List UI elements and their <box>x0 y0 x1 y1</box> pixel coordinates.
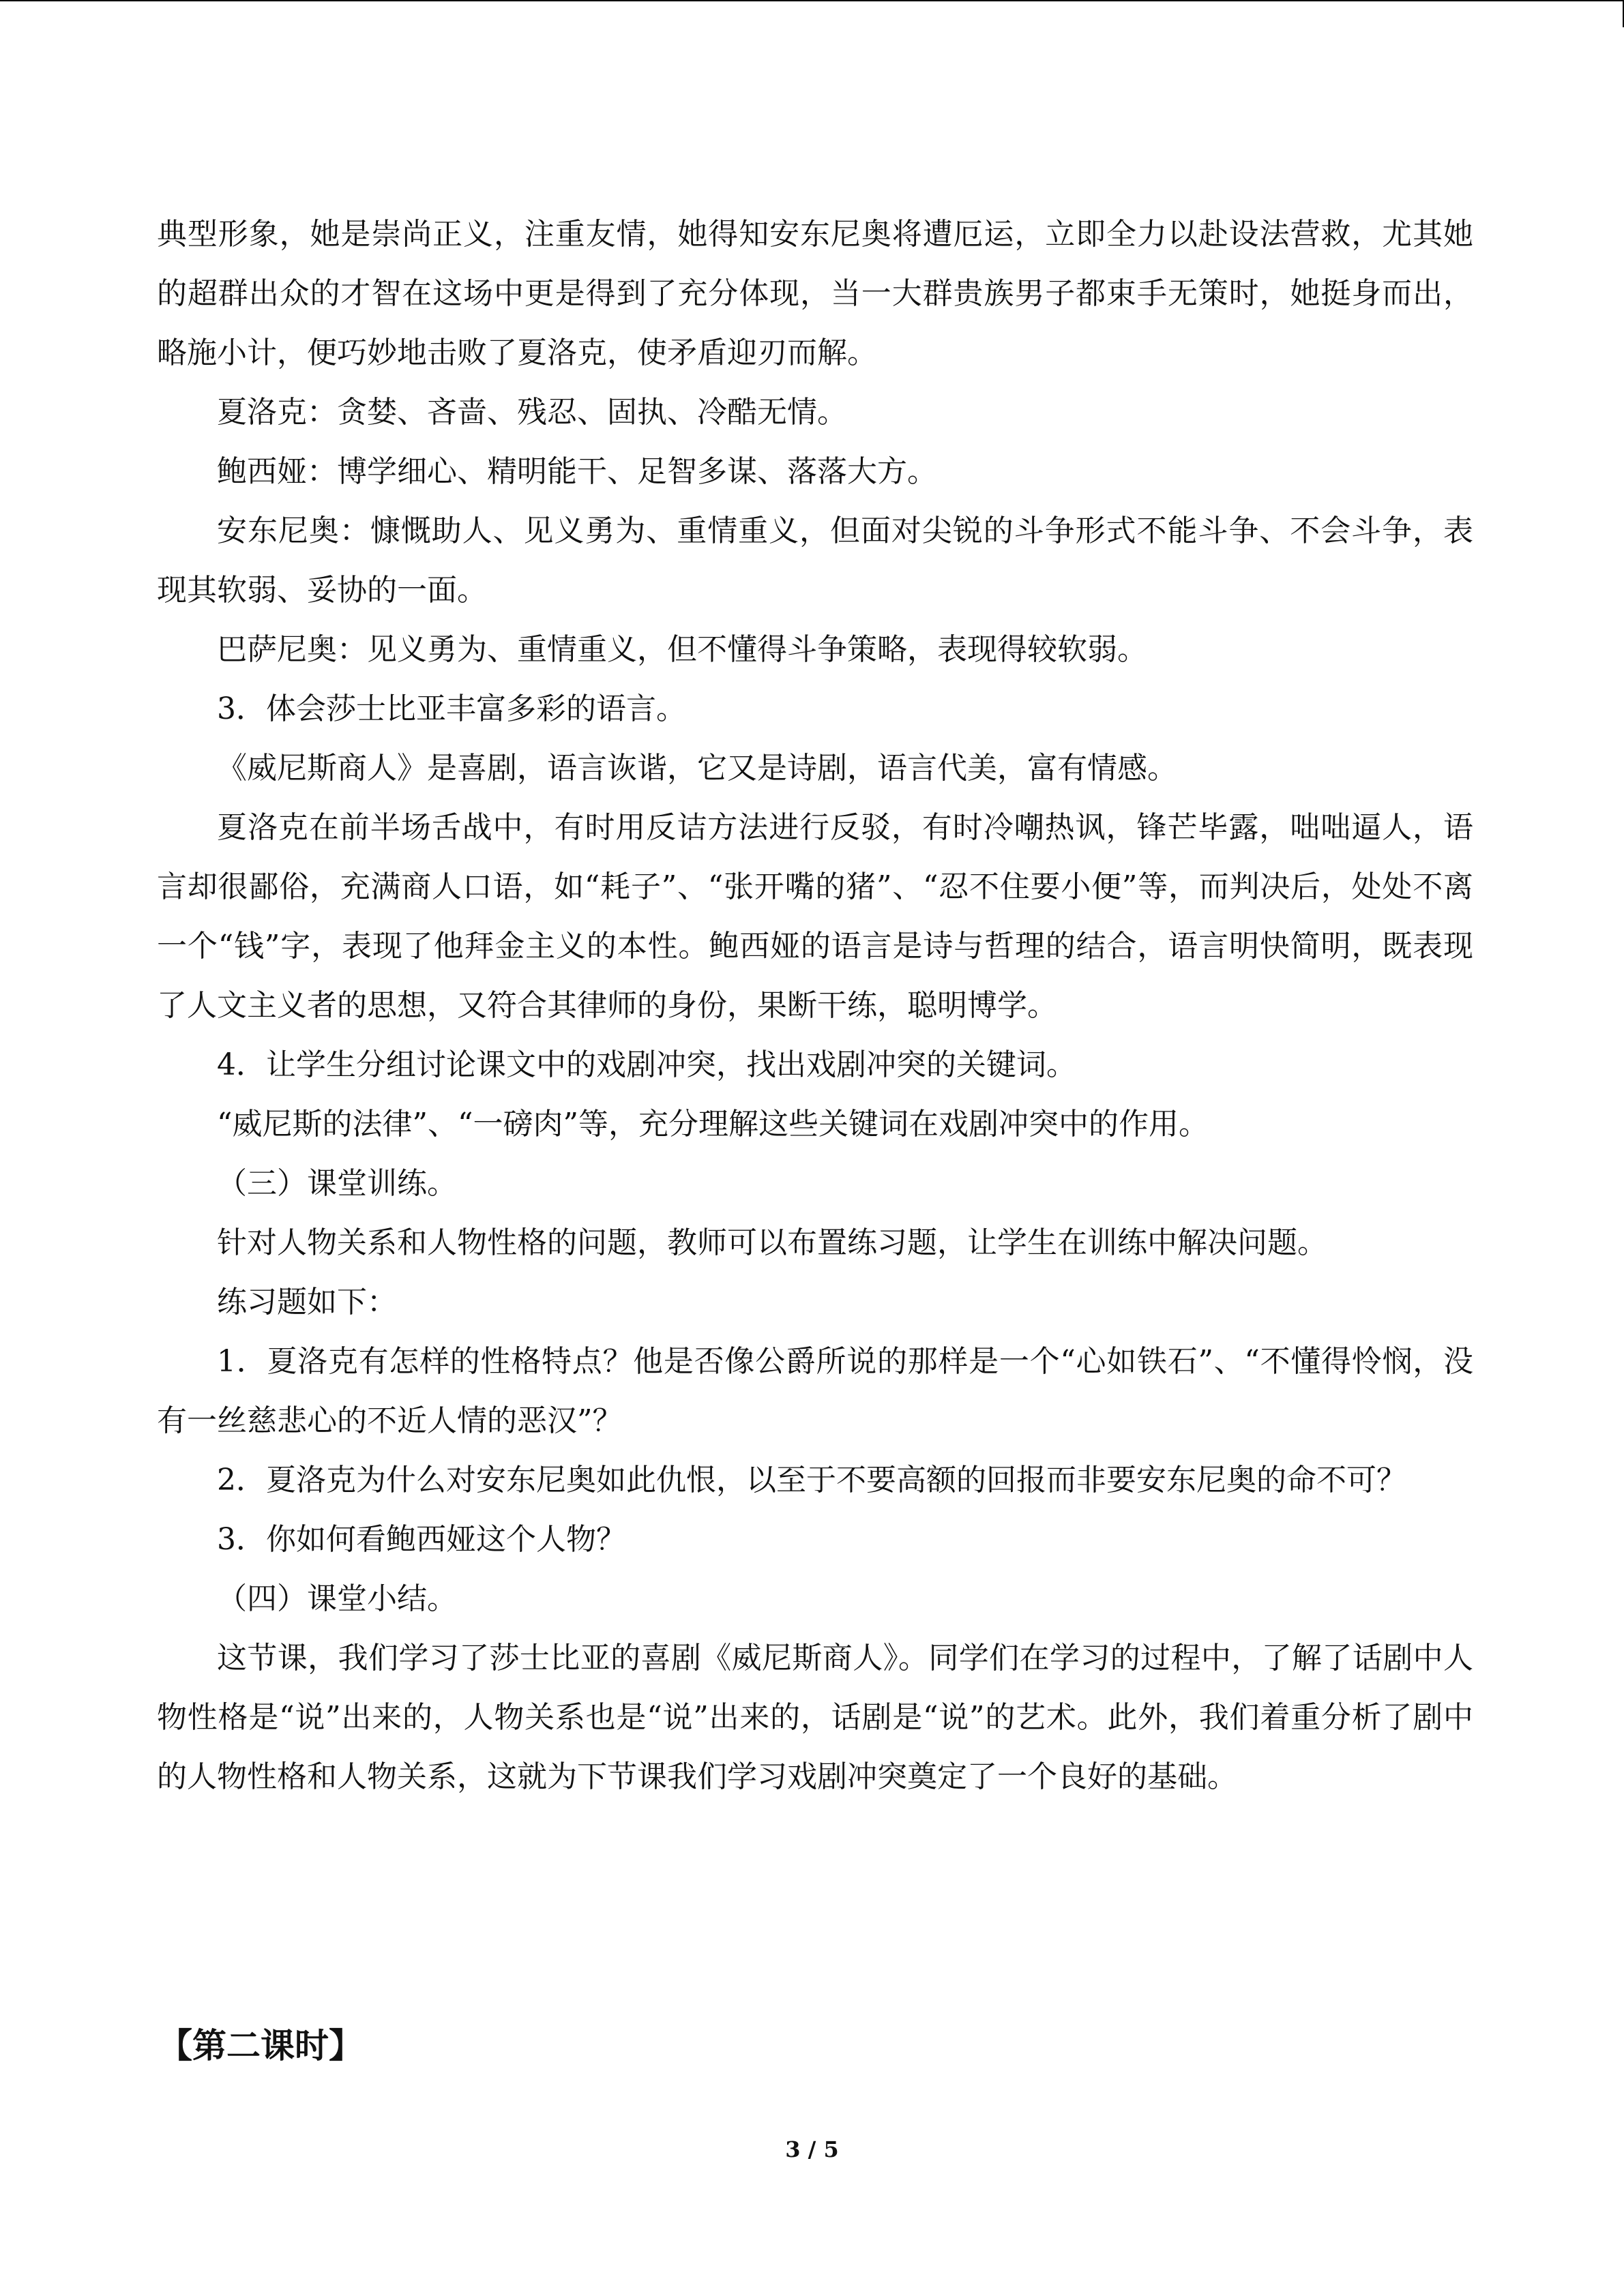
paragraph-bassanio-traits: 巴萨尼奥：见义勇为、重情重义，但不懂得斗争策略，表现得较软弱。 <box>217 632 1147 667</box>
document-body <box>157 205 1473 1806</box>
paragraph-exercise-1: 1．夏洛克有怎样的性格特点？他是否像公爵所说的那样是一个“心如铁石”、“不懂得怜悯，没有一丝慈悲心的不近人情的恶汉”？ <box>157 1344 1473 1438</box>
paragraph-exercise-3: 3．你如何看鲍西娅这个人物？ <box>217 1522 626 1557</box>
paragraph-shylock-traits: 夏洛克：贪婪、吝啬、残忍、固执、冷酷无情。 <box>217 395 847 430</box>
paragraph-keywords: “威尼斯的法律”、“一磅肉”等，充分理解这些关键词在戏剧冲突中的作用。 <box>217 1107 1209 1142</box>
paragraph-section-3-training: （三）课堂训练。 <box>217 1166 457 1201</box>
page-top-border <box>0 0 1624 1</box>
section-heading: 【第二课时】 <box>158 2026 363 2066</box>
paragraph-exercise-2: 2．夏洛克为什么对安东尼奥如此仇恨，以至于不要高额的回报而非要安东尼奥的命不可？ <box>217 1463 1406 1497</box>
paragraph-comedy-language: 《威尼斯商人》是喜剧，语言诙谐，它又是诗剧，语言代美，富有情感。 <box>217 751 1177 786</box>
paragraph-item-4-discussion: 4．让学生分组讨论课文中的戏剧冲突，找出戏剧冲突的关键词。 <box>217 1047 1076 1082</box>
paragraph-shylock-language: 夏洛克在前半场舌战中，有时用反诘方法进行反驳，有时冷嘲热讽，锋芒毕露，咄咄逼人，语言却很鄙俗，充满商人口语，如“耗子”、“张开嘴的猪”、“忍不住要小便”等，而判决后，处处不离一个“钱”字，表现了他拜金主义的本性。鲍西娅的语言是诗与哲理的结合，语言明快简明，既表现了人文主义者的思想，又符合其律师的身份，果断干练，聪明博学。 <box>157 810 1473 1023</box>
paragraph-training-intro: 针对人物关系和人物性格的问题，教师可以布置练习题，让学生在训练中解决问题。 <box>217 1225 1327 1260</box>
paragraph-section-4-summary: （四）课堂小结。 <box>217 1581 457 1616</box>
paragraph-summary-text: 这节课，我们学习了莎士比亚的喜剧《威尼斯商人》。同学们在学习的过程中，了解了话剧中人物性格是“说”出来的，人物关系也是“说”出来的，话剧是“说”的艺术。此外，我们着重分析了剧中的人物性格和人物关系，这就为下节课我们学习戏剧冲突奠定了一个良好的基础。 <box>157 1641 1473 1794</box>
paragraph-portia-description: 典型形象，她是崇尚正义，注重友情，她得知安东尼奥将遭厄运，立即全力以赴设法营救，尤其她的超群出众的才智在这场中更是得到了充分体现，当一大群贵族男子都束手无策时，她挺身而出，略施小计，便巧妙地击败了夏洛克，使矛盾迎刃而解。 <box>157 217 1473 370</box>
page-number: 3 / 5 <box>785 2136 839 2162</box>
paragraph-portia-traits: 鲍西娅：博学细心、精明能干、足智多谋、落落大方。 <box>217 454 937 489</box>
paragraph-exercises-label: 练习题如下： <box>217 1285 397 1320</box>
paragraph-item-3-language: 3．体会莎士比亚丰富多彩的语言。 <box>217 691 686 726</box>
paragraph-antonio-traits: 安东尼奥：慷慨助人、见义勇为、重情重义，但面对尖锐的斗争形式不能斗争、不会斗争，表现其软弱、妥协的一面。 <box>157 513 1473 608</box>
